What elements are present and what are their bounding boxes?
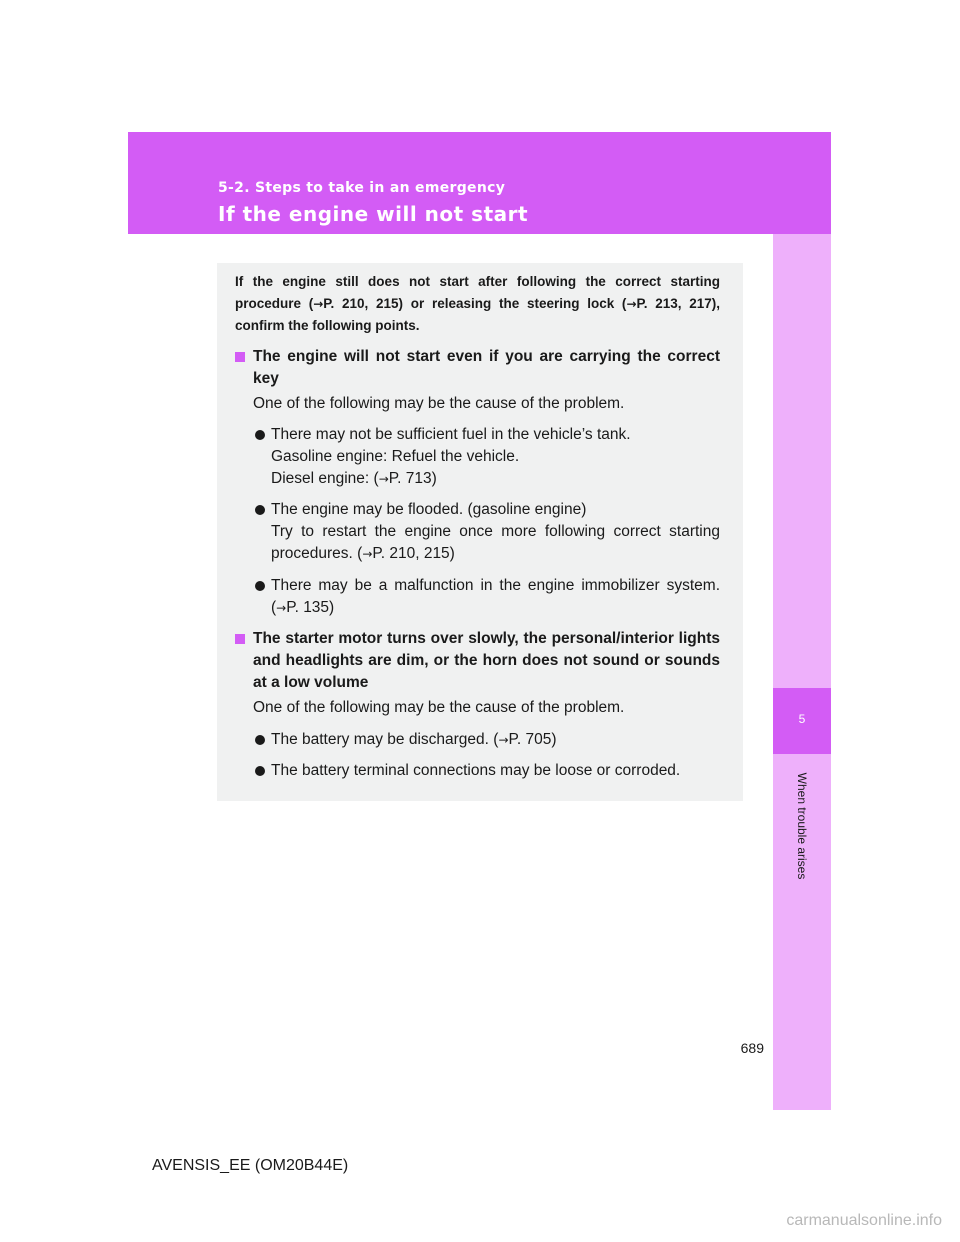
chapter-number: 5	[798, 712, 806, 726]
intro-part-3: P. 213, 217), confirm the following points.	[235, 296, 721, 333]
square-bullet-icon	[235, 634, 245, 644]
watermark: carmanualsonline.info	[786, 1212, 942, 1229]
page-reference: P. 210, 215)	[372, 545, 455, 562]
bullet-icon	[255, 581, 265, 591]
document-code: AVENSIS_EE (OM20B44E)	[152, 1157, 349, 1174]
list-item-text: The engine may be flooded. (gasoline engine)	[271, 501, 587, 518]
list-item-text: Gasoline engine: Refuel the vehicle.	[271, 448, 520, 465]
square-bullet-icon	[235, 352, 245, 362]
page-title: If the engine will not start	[218, 202, 529, 226]
intro-part-1: If the engine still does not start after following the correct starting procedure (	[235, 274, 720, 311]
section-heading-text: The starter motor turns over slowly, the personal/interior lights and headlights are dim, or the horn does not sound or sounds at a low volume	[253, 630, 720, 691]
section-heading	[235, 346, 720, 390]
section-lead: One of the following may be the cause of the problem.	[253, 395, 625, 412]
arrow-icon: →	[626, 297, 637, 311]
arrow-icon: →	[313, 297, 324, 311]
chapter-name: When trouble arises	[795, 772, 809, 880]
bullet-icon	[255, 735, 265, 745]
bullet-icon	[255, 766, 265, 776]
side-tab-strip	[773, 234, 831, 1110]
bullet-icon	[255, 505, 265, 515]
page-reference: P. 713)	[388, 470, 437, 487]
arrow-icon: →	[378, 472, 389, 486]
bullet-icon	[255, 430, 265, 440]
arrow-icon: →	[498, 733, 509, 747]
list-item	[253, 499, 720, 565]
list-item	[253, 729, 720, 751]
list-item	[253, 424, 720, 490]
section-heading	[235, 628, 720, 694]
arrow-icon: →	[362, 547, 373, 561]
list-item-text: There may not be sufficient fuel in the vehicle’s tank.	[271, 426, 631, 443]
list-item-text: There may be a malfunction in the engine immobilizer system. (	[271, 577, 720, 616]
list-item-text: Diesel engine: (	[271, 470, 379, 487]
list-item-text: The battery may be discharged. (	[271, 731, 499, 748]
arrow-icon: →	[276, 601, 287, 615]
list-item-text: Try to restart the engine once more following correct starting procedures. (	[271, 523, 720, 562]
page-number: 689	[740, 1040, 764, 1056]
section-label: 5-2. Steps to take in an emergency	[218, 180, 506, 196]
page-reference: P. 705)	[508, 731, 557, 748]
section-lead: One of the following may be the cause of the problem.	[253, 699, 625, 716]
page-reference: P. 135)	[286, 599, 335, 616]
section-heading-text: The engine will not start even if you are carrying the correct key	[253, 348, 720, 387]
intro-part-2: P. 210, 215) or releasing the steering lock (	[323, 296, 627, 311]
list-item-text: The battery terminal connections may be loose or corroded.	[271, 762, 681, 779]
intro-text	[235, 271, 720, 337]
list-item	[253, 575, 720, 619]
list-item	[253, 760, 720, 782]
